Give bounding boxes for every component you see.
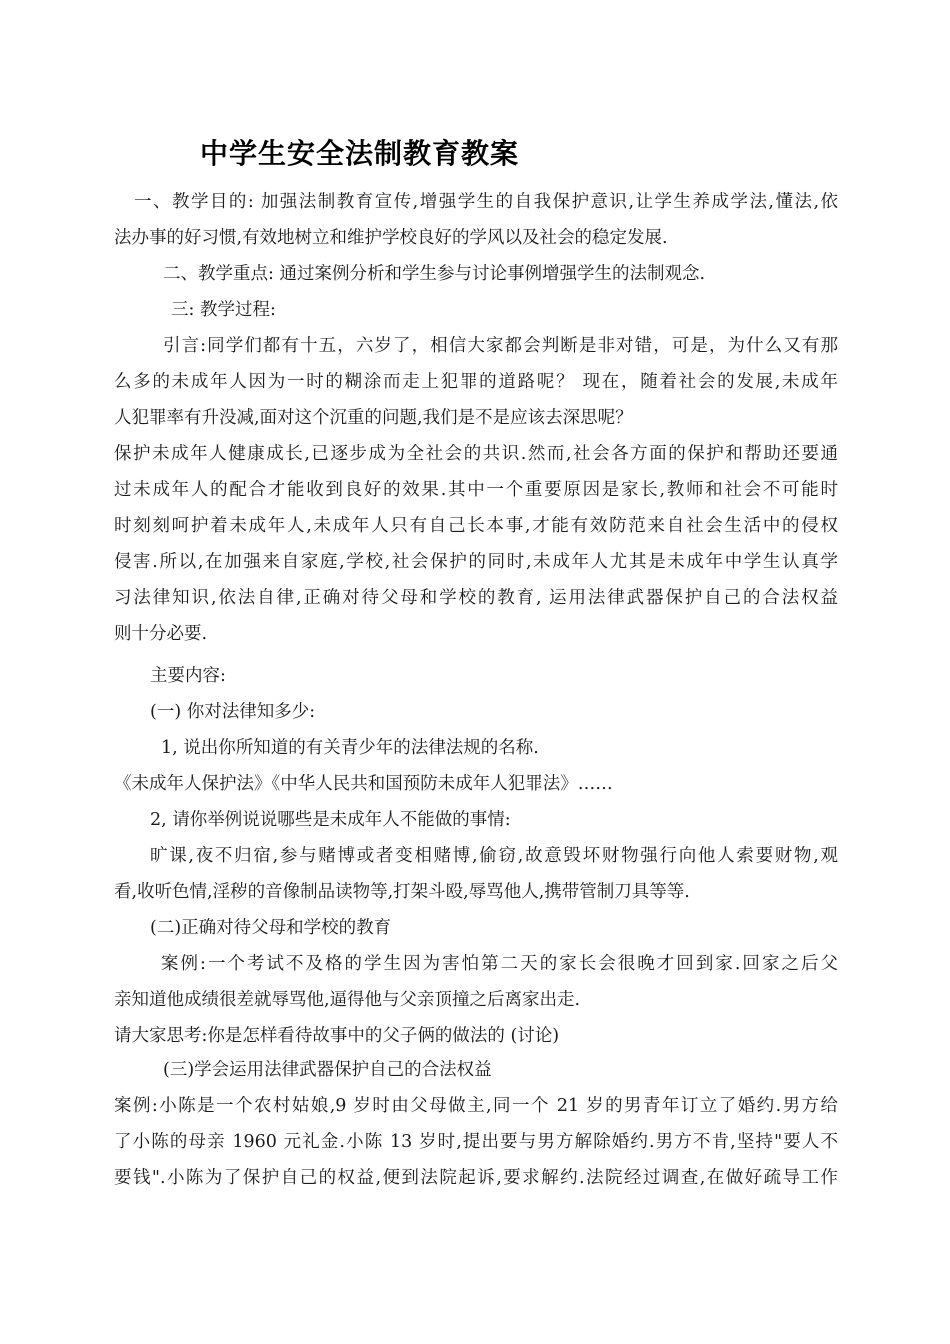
section-heading: 主要内容:	[150, 666, 226, 686]
paragraph-line: 看,收听色情,淫秽的音像制品读物等,打架斗殴,辱骂他人,携带管制刀具等等.	[114, 882, 690, 902]
paragraph-line: 旷课,夜不归宿,参与赌博或者变相赌博,偷窃,故意毁坏财物强行向他人索要财物,观	[150, 846, 838, 866]
paragraph-line: 一、教学目的: 加强法制教育宣传,增强学生的自我保护意识,让学生养成学法,懂法,依	[134, 192, 838, 212]
paragraph-line: 习法律知识,依法自律,正确对待父母和学校的教育, 运用法律武器保护自己的合法权益	[114, 588, 838, 608]
paragraph-line: 亲知道他成绩很差就辱骂他,逼得他与父亲顶撞之后离家出走.	[114, 990, 581, 1010]
paragraph-line: 案例:小陈是一个农村姑娘,9 岁时由父母做主,同一个 21 岁的男青年订立了婚约.男方给	[114, 1096, 838, 1116]
paragraph-line: 《未成年人保护法》《中华人民共和国预防未成年人犯罪法》……	[114, 774, 613, 794]
paragraph-line: 案例:一个考试不及格的学生因为害怕第二天的家长会很晚才回到家.回家之后父	[161, 954, 838, 974]
section-heading: 二、教学重点: 通过案例分析和学生参与讨论事例增强学生的法制观念.	[163, 264, 706, 284]
paragraph-line: 要钱".小陈为了保护自己的权益,便到法院起诉,要求解约.法院经过调查,在做好疏导工作	[114, 1168, 838, 1188]
paragraph-line: 过未成年人的配合才能收到良好的效果.其中一个重要原因是家长,教师和社会不可能时	[114, 480, 838, 500]
paragraph-line: 人犯罪率有升没减,面对这个沉重的问题,我们是不是应该去深思呢？	[114, 408, 633, 428]
paragraph-line: 侵害.所以,在加强来自家庭,学校,社会保护的同时,未成年人尤其是未成年中学生认真学	[114, 552, 838, 572]
paragraph-line: 么多的未成年人因为一时的糊涂而走上犯罪的道路呢？ 现在，随着社会的发展,未成年	[114, 372, 838, 392]
list-item: 2, 请你举例说说哪些是未成年人不能做的事情:	[150, 810, 511, 830]
document-title: 中学生安全法制教育教案	[200, 137, 520, 170]
paragraph-line: 保护未成年人健康成长,已逐步成为全社会的共识.然而,社会各方面的保护和帮助还要通	[114, 444, 838, 464]
paragraph-line: 引言:同学们都有十五，六岁了，相信大家都会判断是非对错，可是，为什么又有那	[163, 336, 838, 356]
paragraph-line: 请大家思考:你是怎样看待故事中的父子俩的做法的 (讨论)	[114, 1026, 560, 1046]
paragraph-line: 法办事的好习惯,有效地树立和维护学校良好的学风以及社会的稳定发展.	[114, 228, 668, 248]
paragraph-line: 了小陈的母亲 1960 元礼金.小陈 13 岁时,提出要与男方解除婚约.男方不肯,坚持"要人不	[114, 1132, 838, 1152]
section-heading: 三: 教学过程:	[171, 300, 276, 320]
paragraph-line: 则十分必要.	[114, 624, 208, 644]
subsection-heading: (一) 你对法律知多少:	[150, 702, 316, 722]
subsection-heading: (二)正确对待父母和学校的教育	[150, 918, 392, 938]
subsection-heading: (三)学会运用法律武器保护自己的合法权益	[163, 1060, 492, 1080]
paragraph-line: 时刻刻呵护着未成年人,未成年人只有自己长本事,才能有效防范来自社会生活中的侵权	[114, 516, 838, 536]
list-item: 1, 说出你所知道的有关青少年的法律法规的名称.	[161, 738, 539, 758]
